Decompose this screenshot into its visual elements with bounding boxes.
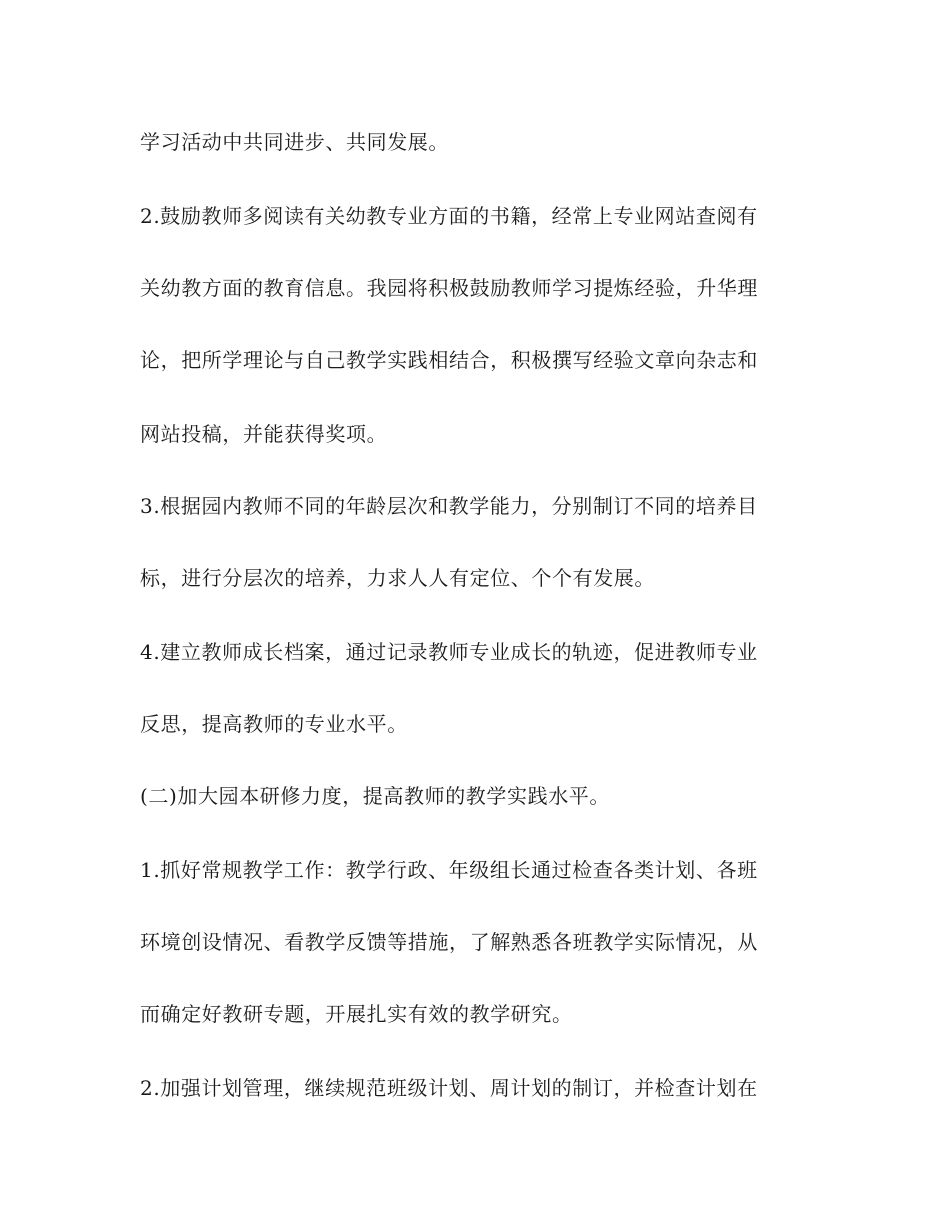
text-line: 而确定好教研专题，开展扎实有效的教学研究。 <box>140 1002 573 1026</box>
text-line: 3.根据园内教师不同的年龄层次和教学能力，分别制订不同的培养目 <box>140 494 758 518</box>
text-line: 学习活动中共同进步、共同发展。 <box>140 130 449 154</box>
text-line: 2.鼓励教师多阅读有关幼教专业方面的书籍，经常上专业网站查阅有 <box>140 204 758 228</box>
text-line: 4.建立教师成长档案，通过记录教师专业成长的轨迹，促进教师专业 <box>140 640 758 664</box>
text-line: 环境创设情况、看教学反馈等措施，了解熟悉各班教学实际情况，从 <box>140 930 758 954</box>
text-line: 标，进行分层次的培养，力求人人有定位、个个有发展。 <box>140 566 655 590</box>
text-line: 反思，提高教师的专业水平。 <box>140 712 408 736</box>
text-line: 1.抓好常规教学工作：教学行政、年级组长通过检查各类计划、各班 <box>140 858 758 882</box>
text-line: 关幼教方面的教育信息。我园将积极鼓励教师学习提炼经验，升华理 <box>140 276 758 300</box>
text-line: 网站投稿，并能获得奖项。 <box>140 422 388 446</box>
text-line: 2.加强计划管理，继续规范班级计划、周计划的制订，并检查计划在 <box>140 1076 758 1100</box>
text-line: 论，把所学理论与自己教学实践相结合，积极撰写经验文章向杂志和 <box>140 348 758 372</box>
text-line: (二)加大园本研修力度，提高教师的教学实践水平。 <box>140 784 611 808</box>
